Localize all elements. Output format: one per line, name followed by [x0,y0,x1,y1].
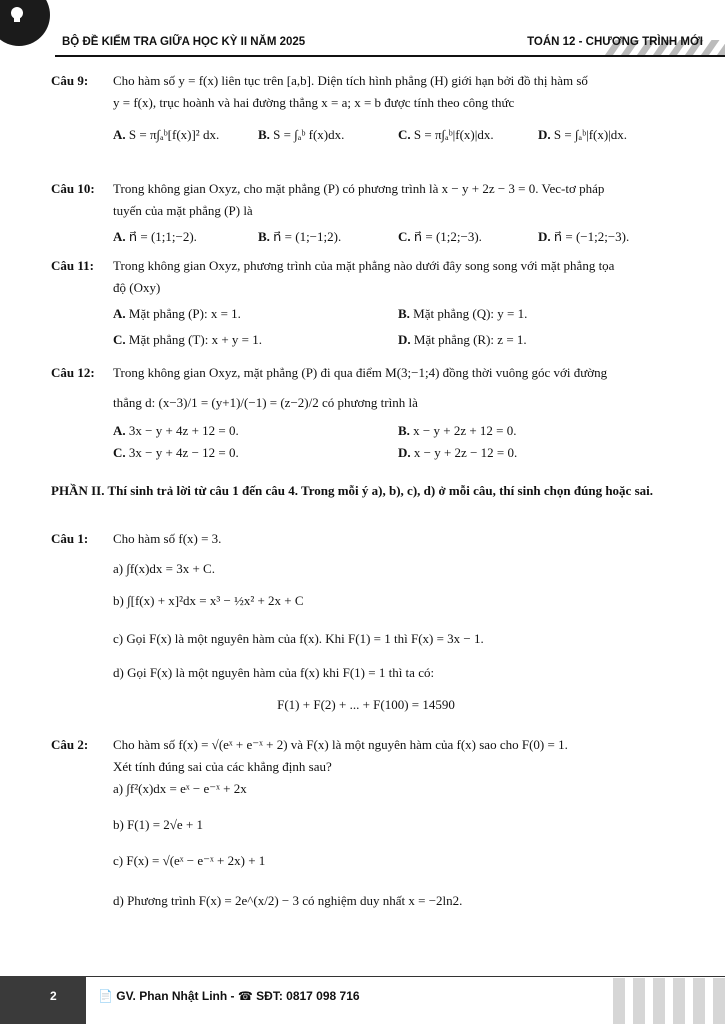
statement-b: b) F(1) = 2√e + 1 [113,817,204,832]
statement-a: a) ∫f²(x)dx = eˣ − e⁻ˣ + 2x [113,781,247,796]
document-icon: 📄 [98,989,113,1003]
option-d: D. Mặt phẳng (R): z = 1. [398,332,527,347]
equation: F(1) + F(2) + ... + F(100) = 14590 [277,697,455,712]
option-a: A. Mặt phẳng (P): x = 1. [113,306,241,321]
option-a: A. 3x − y + 4z + 12 = 0. [113,423,239,438]
question-text: Cho hàm số f(x) = 3. [113,531,222,546]
option-a: A. n⃗ = (1;1;−2). [113,229,197,244]
question-text: tuyến của mặt phẳng (P) là [113,203,253,218]
question-number: Câu 12: [51,365,95,380]
header-right-title: TOÁN 12 - CHƯƠNG TRÌNH MỚI [527,36,703,48]
statement-c: c) F(x) = √(eˣ − e⁻ˣ + 2x) + 1 [113,853,266,868]
option-c: C. n⃗ = (1;2;−3). [398,229,482,244]
header-divider [55,55,725,57]
question-text: độ (Oxy) [113,280,161,295]
option-d: D. n⃗ = (−1;2;−3). [538,229,630,244]
question-text: Trong không gian Oxyz, mặt phẳng (P) đi qua điểm M(3;−1;4) đồng thời vuông góc với đường [113,365,608,380]
option-b: B. S = ∫ₐᵇ f(x)dx. [258,127,345,142]
part-2-title: PHẦN II. Thí sinh trả lời từ câu 1 đến câu 4. Trong mỗi ý a), b), c), d) ở mỗi câu, thí sinh chọn đúng hoặc sai. [51,483,653,498]
question-number: Câu 9: [51,73,89,88]
page-footer [0,976,725,1024]
option-c: C. S = π∫ₐᵇ|f(x)|dx. [398,127,494,142]
statement-c: c) Gọi F(x) là một nguyên hàm của f(x). Khi F(1) = 1 thì F(x) = 3x − 1. [113,631,484,646]
question-number: Câu 11: [51,258,94,273]
bulb-icon [6,4,28,26]
author-name: GV. Phan Nhật Linh [116,989,228,1003]
question-text: Cho hàm số y = f(x) liên tục trên [a,b]. Diện tích hình phẳng (H) giới hạn bởi đồ thị hàm số [113,73,588,88]
footer-credit: 📄 GV. Phan Nhật Linh - ☎ SĐT: 0817 098 716 [98,989,360,1003]
option-b: B. x − y + 2z + 12 = 0. [398,423,517,438]
page-number-box [0,976,86,1024]
option-c: C. Mặt phẳng (T): x + y = 1. [113,332,262,347]
logo [0,0,50,46]
statement-b: b) ∫[f(x) + x]²dx = x³ − ½x² + 2x + C [113,593,304,608]
option-b: B. n⃗ = (1;−1;2). [258,229,342,244]
question-text: Trong không gian Oxyz, phương trình của mặt phẳng nào dưới đây song song với mặt phẳng tọa [113,258,615,273]
footer-divider [86,976,725,977]
question-number: Câu 2: [51,737,89,752]
question-12 [51,362,681,464]
page-header [0,0,725,62]
part2-question-1 [51,528,681,716]
option-b: B. Mặt phẳng (Q): y = 1. [398,306,528,321]
phone-number: ☎ SĐT: 0817 098 716 [237,989,360,1003]
question-9 [51,70,681,146]
option-a: A. S = π∫ₐᵇ[f(x)]² dx. [113,127,220,142]
footer-bars [613,978,725,1024]
statement-d: d) Phương trình F(x) = 2e^(x/2) − 3 có nghiệm duy nhất x = −2ln2. [113,893,463,908]
part2-question-2 [51,734,681,912]
page-number: 2 [50,989,57,1003]
option-d: D. S = ∫ₐᵇ|f(x)|dx. [538,127,628,142]
option-d: D. x − y + 2z − 12 = 0. [398,445,518,460]
header-left-title: BỘ ĐỀ KIỂM TRA GIỮA HỌC KỲ II NĂM 2025 [62,36,306,48]
question-text: Xét tính đúng sai của các khẳng định sau? [113,759,332,774]
question-10 [51,178,681,248]
question-number: Câu 1: [51,531,89,546]
question-text: Trong không gian Oxyz, cho mặt phẳng (P) có phương trình là x − y + 2z − 3 = 0. Vec-tơ pháp [113,181,605,196]
question-11 [51,255,681,351]
question-text: thẳng d: (x−3)/1 = (y+1)/(−1) = (z−2)/2 có phương trình là [113,395,418,410]
question-text: Cho hàm số f(x) = √(eˣ + e⁻ˣ + 2) và F(x) là một nguyên hàm của f(x) sao cho F(0) = 1. [113,737,568,752]
option-c: C. 3x − y + 4z − 12 = 0. [113,445,239,460]
statement-a: a) ∫f(x)dx = 3x + C. [113,561,215,576]
question-number: Câu 10: [51,181,95,196]
question-text: y = f(x), trục hoành và hai đường thẳng x = a; x = b được tính theo công thức [113,95,515,110]
statement-d: d) Gọi F(x) là một nguyên hàm của f(x) khi F(1) = 1 thì ta có: [113,665,435,680]
